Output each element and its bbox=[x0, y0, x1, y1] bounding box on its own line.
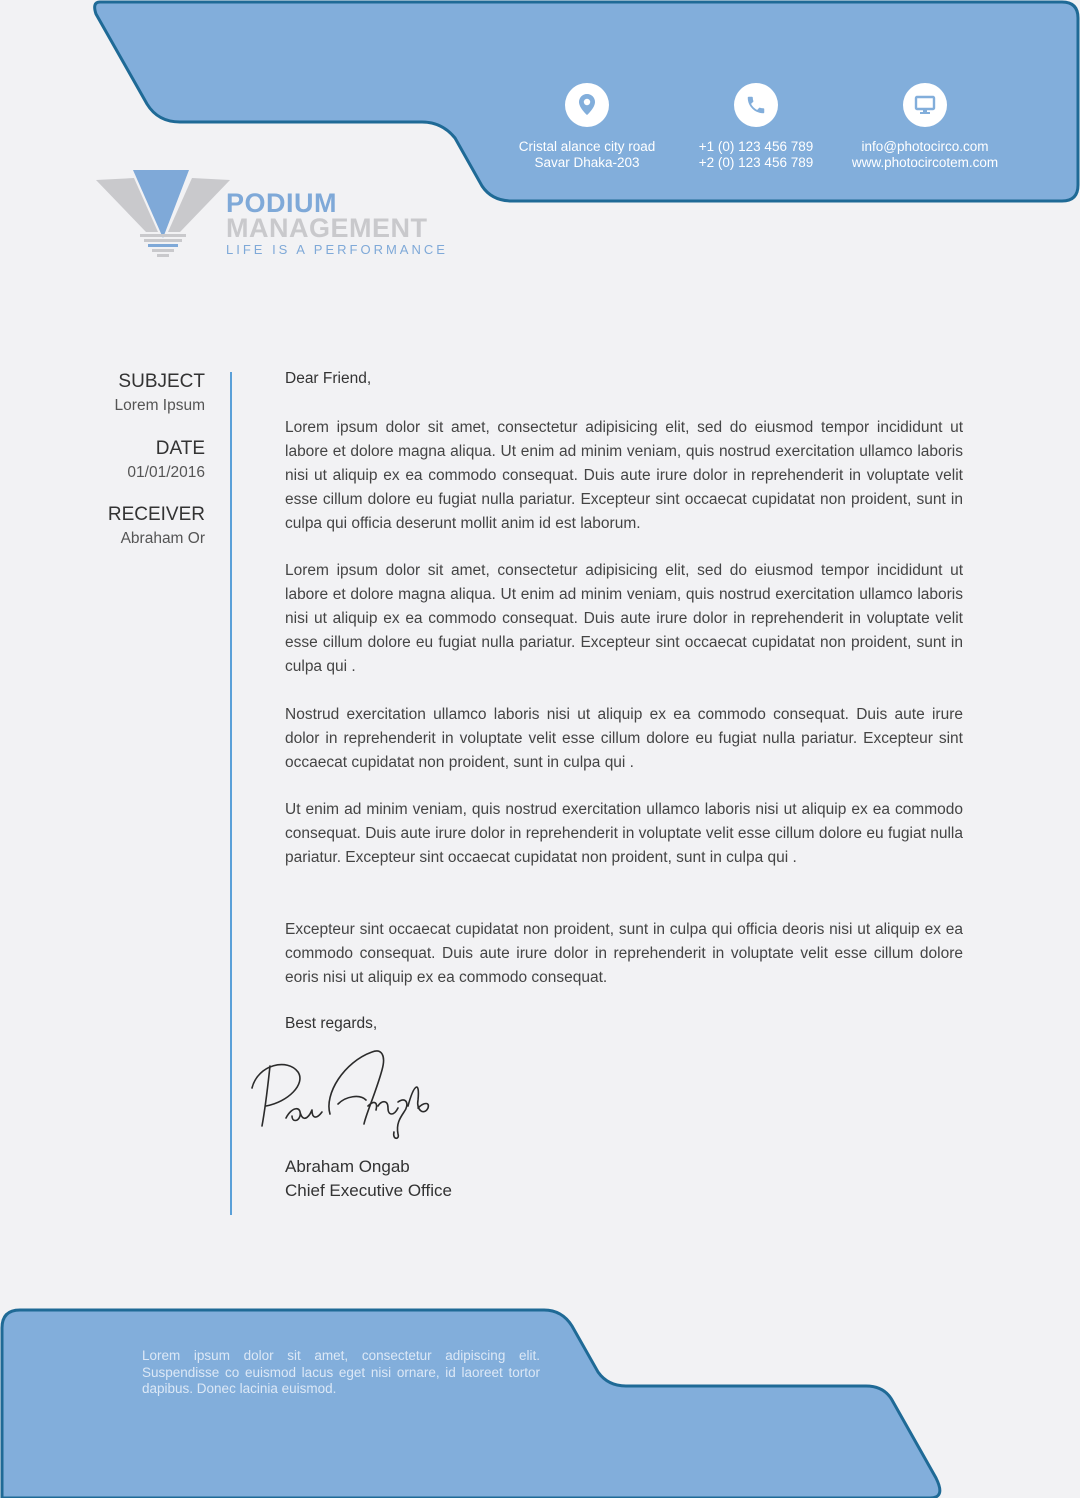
receiver-value: Abraham Or bbox=[120, 530, 205, 547]
logo-name-line-2: MANAGEMENT bbox=[226, 213, 428, 243]
phone-line-2: +2 (0) 123 456 789 bbox=[698, 155, 814, 170]
website-line: www.photocircotem.com bbox=[851, 155, 999, 170]
contact-web bbox=[830, 83, 1020, 171]
footer-text: Lorem ipsum dolor sit amet, consectetur adipiscing elit. Suspendisse co euismod lacus eget nisi ornare, id laoreet tortor dapibus. Donec lacinia euismod. bbox=[142, 1348, 540, 1396]
subject-label: SUBJECT bbox=[118, 371, 205, 392]
logo-tagline: LIFE IS A PERFORMANCE bbox=[226, 242, 448, 257]
receiver-block bbox=[55, 504, 205, 549]
email-line: info@photocirco.com bbox=[861, 139, 989, 154]
subject-value: Lorem Ipsum bbox=[114, 397, 205, 414]
phone-line-1: +1 (0) 123 456 789 bbox=[698, 139, 814, 154]
letter-paragraph-4: Ut enim ad minim veniam, quis nostrud exercitation ullamco laboris nisi ut aliquip ex ea commodo consequat. Duis aute irure dolor in reprehenderit in voluptate velit esse cillum dolore eu fugiat nulla pariatur. Excepteur sint occaecat cupidatat non proident, sunt in culpa qui . bbox=[285, 801, 963, 866]
vertical-divider bbox=[230, 372, 232, 1215]
receiver-label: RECEIVER bbox=[107, 504, 205, 525]
address-line-2: Savar Dhaka-203 bbox=[534, 155, 640, 170]
contact-address bbox=[492, 83, 682, 171]
address-line-1: Cristal alance city road bbox=[518, 139, 656, 154]
location-pin-icon bbox=[565, 83, 609, 127]
date-block bbox=[55, 438, 205, 483]
letter-paragraph-1: Lorem ipsum dolor sit amet, consectetur adipisicing elit, sed do eiusmod tempor incididunt ut labore et dolore magna aliqua. Ut enim ad minim veniam, quis nostrud exercitation ullamco laboris nisi ut aliquip ex ea commodo consequat. Duis aute irure dolor in reprehenderit in voluptate velit esse cillum dolore eu fugiat nulla pariatur. Excepteur sint occaecat cupidatat non proident, sunt in culpa qui officia deserunt mollit anim id est laborum. bbox=[285, 419, 963, 532]
footer-band bbox=[0, 1300, 1080, 1498]
letter-paragraph-3: Nostrud exercitation ullamco laboris nisi ut aliquip ex ea commodo consequat. Duis aute irure dolor in reprehenderit in voluptate velit esse cillum dolore eu fugiat nulla pariatur. Excepteur sint occaecat cupidatat non proident, sunt in culpa qui . bbox=[285, 706, 963, 771]
letter-paragraph-2: Lorem ipsum dolor sit amet, consectetur adipisicing elit, sed do eiusmod tempor incididunt ut labore et dolore magna aliqua. Ut enim ad minim veniam, quis nostrud exercitation ullamco laboris nisi ut aliquip ex ea commodo consequat. Duis aute irure dolor in reprehenderit in voluptate velit esse cillum dolore eu fugiat nulla pariatur. Excepteur sint occaecat cupidatat non proident, sunt in culpa qui . bbox=[285, 562, 963, 675]
contact-phone bbox=[661, 83, 851, 171]
letter-closing: Best regards, bbox=[285, 1015, 378, 1032]
date-label: DATE bbox=[155, 438, 205, 459]
podium-logo-icon bbox=[96, 168, 230, 260]
letter-greeting: Dear Friend, bbox=[285, 370, 372, 387]
logo-wordmark bbox=[226, 190, 448, 258]
signature-image bbox=[248, 1044, 438, 1144]
letter-paragraph-5: Excepteur sint occaecat cupidatat non proident, sunt in culpa qui officia deoris nisi ut aliquip ex ea commodo consequat. Duis aute irure dolor in reprehenderit in voluptate velit esse cillum dolore eoris nisi ut aliquip ex ea commodo consequat. bbox=[285, 921, 963, 986]
date-value: 01/01/2016 bbox=[127, 464, 205, 481]
subject-block bbox=[55, 371, 205, 416]
signer-title: Chief Executive Office bbox=[285, 1181, 452, 1200]
logo-name-line-1: PODIUM bbox=[226, 188, 337, 218]
signer-name: Abraham Ongab bbox=[285, 1157, 410, 1176]
phone-icon bbox=[734, 83, 778, 127]
monitor-icon bbox=[903, 83, 947, 127]
